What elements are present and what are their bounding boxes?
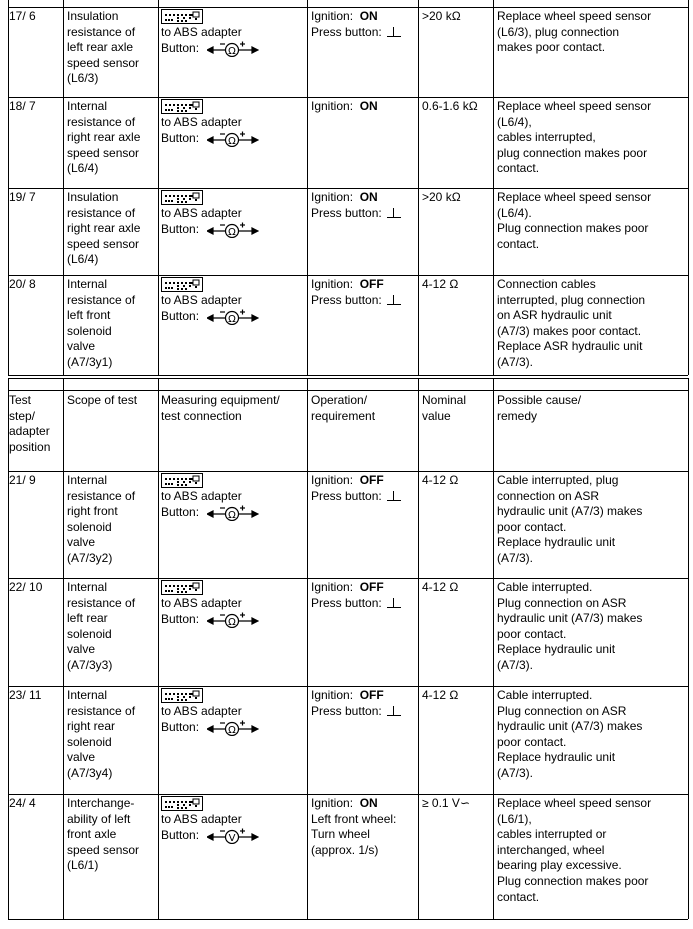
nominal-value: >20 kΩ	[422, 9, 461, 23]
svg-text:Ω: Ω	[228, 136, 236, 148]
ohmmeter-probe-icon	[207, 131, 259, 148]
ignition-line	[311, 580, 419, 596]
ignition-state: ON	[359, 190, 378, 204]
button-line	[161, 309, 306, 325]
test-scope: Insulation resistance of right rear axle speed sensor (L6/4)	[67, 190, 141, 267]
press-button-label: Press button:	[311, 488, 382, 503]
test-connection	[161, 688, 306, 735]
ignition-state: ON	[359, 9, 378, 23]
possible-cause: Replace wheel speed sensor (L6/1), cables interrupted or interchanged, wheel bearing play excessive. Plug connection makes poor contact.	[497, 796, 652, 904]
table-header-row	[0, 390, 693, 471]
adapter-label: to ABS adapter	[161, 489, 242, 503]
push-button-icon	[387, 208, 401, 218]
ignition-line	[311, 99, 419, 115]
adapter-label: to ABS adapter	[161, 596, 242, 610]
table-row	[0, 275, 693, 375]
table-rule	[8, 578, 688, 579]
svg-text:Ω: Ω	[228, 617, 236, 629]
test-step: 20/ 8	[9, 277, 36, 291]
button-label: Button:	[161, 504, 200, 519]
possible-cause: Cable interrupted, plug connection on ASR hydraulic unit (A7/3) makes poor contact. Replace hydraulic unit (A7/3).	[497, 473, 643, 565]
operation-extra: Left front wheel: Turn wheel (approx. 1/s)	[311, 811, 397, 857]
multimeter-icon	[161, 277, 203, 292]
test-scope: Interchange- ability of left front axle speed sensor (L6/1)	[67, 796, 140, 873]
operation	[311, 796, 419, 858]
svg-text:Ω: Ω	[228, 314, 236, 326]
button-label: Button:	[161, 308, 200, 323]
ignition-state: OFF	[359, 277, 384, 291]
button-line	[161, 222, 306, 238]
press-button-label: Press button:	[311, 24, 382, 39]
press-button-line	[311, 293, 419, 309]
button-line	[161, 720, 306, 736]
test-scope: Internal resistance of right front solenoid valve (A7/3y2)	[67, 473, 136, 565]
ignition-label: Ignition:	[311, 277, 354, 291]
multimeter-icon	[161, 688, 203, 703]
ignition-label: Ignition:	[311, 473, 354, 487]
button-line	[161, 612, 306, 628]
ignition-label: Ignition:	[311, 796, 354, 810]
multimeter-icon	[161, 473, 203, 488]
press-button-label: Press button:	[311, 703, 382, 718]
test-connection	[161, 190, 306, 237]
push-button-icon	[387, 295, 401, 305]
nominal-value: 0.6-1.6 kΩ	[422, 99, 478, 113]
table-row	[0, 471, 693, 578]
table-rule	[8, 686, 688, 687]
possible-cause: Replace wheel speed sensor (L6/4), cables interrupted, plug connection makes poor contact.	[497, 99, 652, 176]
test-connection	[161, 796, 306, 843]
push-button-icon	[387, 598, 401, 608]
button-label: Button:	[161, 40, 200, 55]
press-button-line	[311, 25, 419, 41]
table-row	[0, 188, 693, 275]
header-operation: Operation/ requirement	[311, 393, 376, 423]
possible-cause: Connection cables interrupted, plug connection on ASR hydraulic unit (A7/3) makes poor contact. Replace ASR hydraulic unit (A7/3).	[497, 277, 646, 369]
ignition-line	[311, 9, 419, 25]
ignition-state: ON	[359, 796, 378, 810]
button-line	[161, 131, 306, 147]
table-row	[0, 578, 693, 686]
test-scope: Internal resistance of left front solenoid valve (A7/3y1)	[67, 277, 136, 369]
ohmmeter-probe-icon	[207, 41, 259, 58]
operation	[311, 580, 419, 611]
test-connection	[161, 99, 306, 146]
button-label: Button:	[161, 221, 200, 236]
operation	[311, 99, 419, 115]
test-step: 18/ 7	[9, 99, 36, 113]
operation	[311, 473, 419, 504]
multimeter-icon	[161, 190, 203, 205]
svg-text:Ω: Ω	[228, 510, 236, 522]
press-button-label: Press button:	[311, 292, 382, 307]
table-rule	[8, 275, 688, 276]
press-button-line	[311, 206, 419, 222]
press-button-line	[311, 489, 419, 505]
push-button-icon	[387, 491, 401, 501]
press-button-line	[311, 704, 419, 720]
ignition-state: OFF	[359, 580, 384, 594]
test-connection	[161, 580, 306, 627]
svg-text:Ω: Ω	[228, 46, 236, 58]
ignition-state: OFF	[359, 473, 384, 487]
operation	[311, 190, 419, 221]
table-row	[0, 794, 693, 919]
adapter-label: to ABS adapter	[161, 704, 242, 718]
adapter-label: to ABS adapter	[161, 115, 242, 129]
button-line	[161, 505, 306, 521]
svg-text:V: V	[228, 833, 236, 845]
nominal-value: 4-12 Ω	[422, 277, 459, 291]
adapter-label: to ABS adapter	[161, 812, 242, 826]
ohmmeter-probe-icon	[207, 222, 259, 239]
ignition-label: Ignition:	[311, 190, 354, 204]
test-step: 23/ 11	[9, 688, 42, 702]
nominal-value: 4-12 Ω	[422, 688, 459, 702]
ignition-state: OFF	[359, 688, 384, 702]
ignition-label: Ignition:	[311, 580, 354, 594]
header-scope: Scope of test	[67, 393, 138, 407]
ignition-line	[311, 277, 419, 293]
table-rule	[8, 378, 688, 379]
test-step: 21/ 9	[9, 473, 36, 487]
test-scope: Internal resistance of left rear solenoid valve (A7/3y3)	[67, 580, 136, 672]
svg-text:Ω: Ω	[228, 227, 236, 239]
push-button-icon	[387, 27, 401, 37]
table-rule	[8, 97, 688, 98]
ignition-label: Ignition:	[311, 688, 354, 702]
adapter-label: to ABS adapter	[161, 25, 242, 39]
header-remedy: Possible cause/ remedy	[497, 393, 582, 423]
press-button-label: Press button:	[311, 205, 382, 220]
ohmmeter-probe-icon	[207, 505, 259, 522]
push-button-icon	[387, 706, 401, 716]
test-connection	[161, 9, 306, 56]
button-label: Button:	[161, 611, 200, 626]
ignition-label: Ignition:	[311, 9, 354, 23]
table-row	[0, 97, 693, 188]
button-label: Button:	[161, 827, 200, 842]
possible-cause: Cable interrupted. Plug connection on ASR hydraulic unit (A7/3) makes poor contact. Replace hydraulic unit (A7/3).	[497, 688, 643, 780]
adapter-label: to ABS adapter	[161, 293, 242, 307]
ohmmeter-probe-icon	[207, 309, 259, 326]
table-rule	[8, 188, 688, 189]
nominal-value: 4-12 Ω	[422, 580, 459, 594]
test-scope: Insulation resistance of left rear axle speed sensor (L6/3)	[67, 9, 140, 86]
ohmmeter-probe-icon	[207, 720, 259, 737]
possible-cause: Replace wheel speed sensor (L6/4). Plug connection makes poor contact.	[497, 190, 652, 251]
test-connection	[161, 277, 306, 324]
operation	[311, 277, 419, 308]
adapter-label: to ABS adapter	[161, 206, 242, 220]
button-line	[161, 828, 306, 844]
table-row	[0, 7, 693, 97]
possible-cause: Replace wheel speed sensor (L6/3), plug connection makes poor contact.	[497, 9, 652, 55]
test-connection	[161, 473, 306, 520]
button-line	[161, 41, 306, 57]
ignition-line	[311, 688, 419, 704]
nominal-value: >20 kΩ	[422, 190, 461, 204]
test-step: 19/ 7	[9, 190, 36, 204]
test-scope: Internal resistance of right rear axle speed sensor (L6/4)	[67, 99, 141, 176]
header-nominal: Nominal value	[422, 393, 467, 423]
multimeter-icon	[161, 796, 203, 811]
ignition-line	[311, 190, 419, 206]
press-button-label: Press button:	[311, 595, 382, 610]
ignition-line	[311, 473, 419, 489]
ignition-state: ON	[359, 99, 378, 113]
possible-cause: Cable interrupted. Plug connection on ASR hydraulic unit (A7/3) makes poor contact. Replace hydraulic unit (A7/3).	[497, 580, 643, 672]
operation	[311, 9, 419, 40]
table-row	[0, 686, 693, 794]
multimeter-icon	[161, 580, 203, 595]
operation	[311, 688, 419, 719]
header-step: Test step/ adapter position	[9, 393, 51, 454]
multimeter-icon	[161, 99, 203, 114]
nominal-value: ≥ 0.1 V∽	[422, 796, 470, 810]
table-rule	[8, 375, 688, 376]
table-rule	[8, 794, 688, 795]
ignition-line	[311, 796, 419, 812]
ignition-label: Ignition:	[311, 99, 354, 113]
press-button-line	[311, 596, 419, 612]
test-step: 22/ 10	[9, 580, 43, 594]
test-step: 17/ 6	[9, 9, 36, 23]
multimeter-icon	[161, 9, 203, 24]
test-step: 24/ 4	[9, 796, 36, 810]
header-equipment: Measuring equipment/ test connection	[161, 393, 280, 423]
button-label: Button:	[161, 719, 200, 734]
voltmeter-probe-icon	[207, 828, 259, 845]
ohmmeter-probe-icon	[207, 612, 259, 629]
table-rule	[8, 919, 688, 920]
svg-text:Ω: Ω	[228, 725, 236, 737]
nominal-value: 4-12 Ω	[422, 473, 459, 487]
button-label: Button:	[161, 130, 200, 145]
test-scope: Internal resistance of right rear solenoid valve (A7/3y4)	[67, 688, 136, 780]
